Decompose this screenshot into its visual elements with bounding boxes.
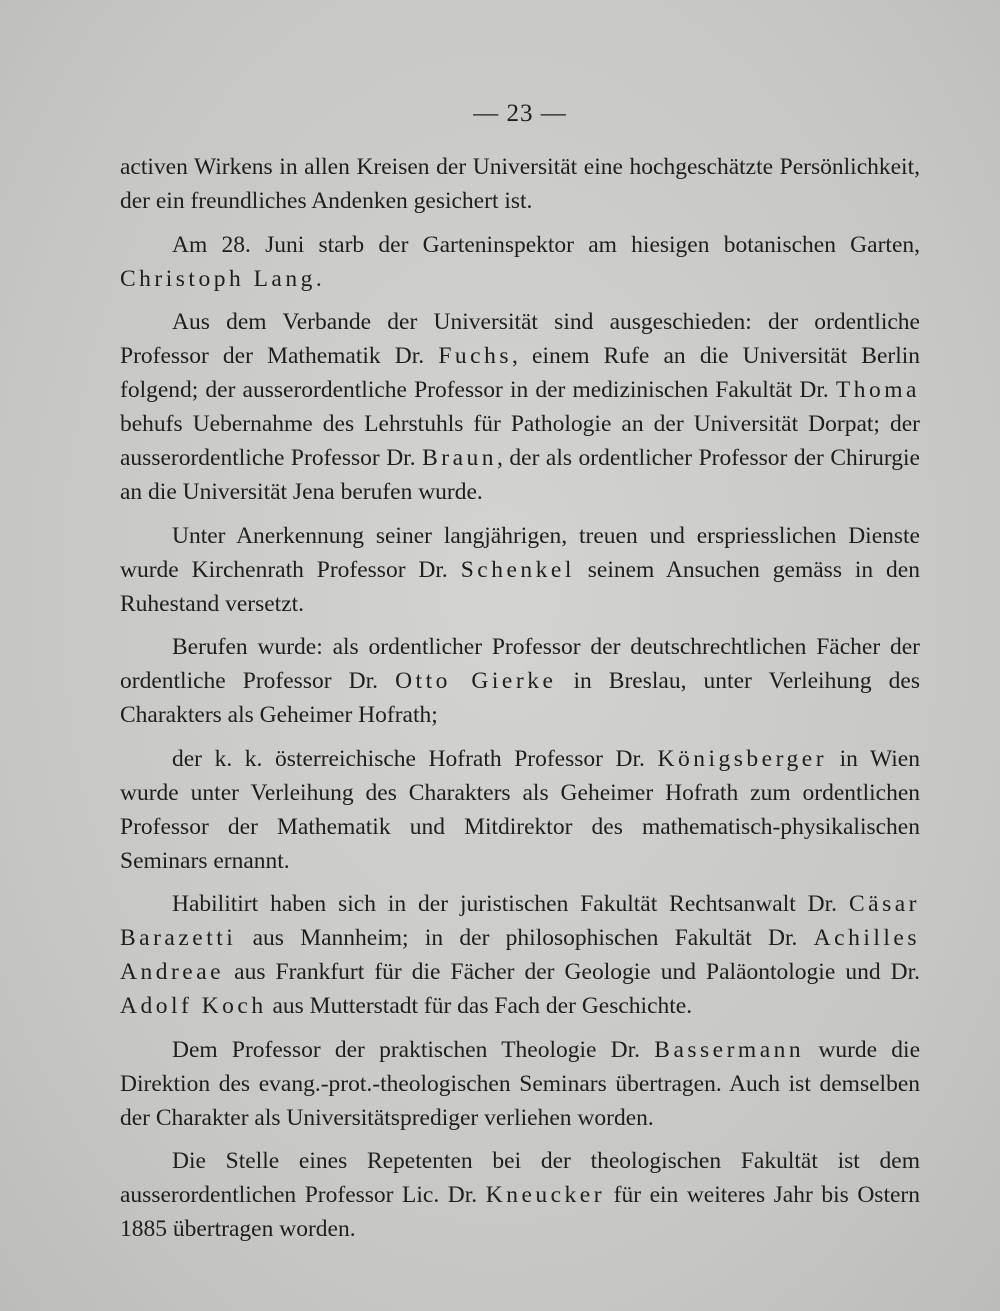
paragraph xyxy=(120,887,920,1023)
paragraph xyxy=(120,1033,920,1135)
text-run: . xyxy=(315,265,322,292)
spaced-name: Kneucker xyxy=(485,1182,606,1208)
text-run: Unter Anerkennung seiner langjährigen, treuen und erspriesslichen Dienste wurde Kirchenrath Professor Dr. xyxy=(120,522,920,583)
text-run: Die Stelle eines Repetenten bei der theologischen Fakultät ist dem ausserordentlichen Professor Lic. Dr. xyxy=(120,1148,920,1208)
text-run: behufs Uebernahme des Lehrstuhls für Pathologie an der Universität Dorpat; der ausserordentliche Professor Dr. xyxy=(120,411,920,471)
text-run: in Wien wurde unter Verleihung des Charakters als Geheimer Hofrath zum ordentlichen Professor der Mathematik und Mitdirektor des mathematisch-physikalischen Seminars ernannt. xyxy=(120,745,920,874)
text-run: aus Mutterstadt für das Fach der Geschichte. xyxy=(266,993,693,1019)
text-run: Habilitirt haben sich in der juristischen Fakultät Rechtsanwalt Dr. xyxy=(172,891,849,917)
paragraph xyxy=(120,519,920,621)
text-run: Aus dem Verbande der Universität sind ausgeschieden: der ordentliche Professor der Mathematik Dr. xyxy=(120,309,920,369)
paragraph xyxy=(120,150,920,218)
text-run: der k. k. österreichische Hofrath Professor Dr. xyxy=(172,745,658,772)
text-run: wurde die Direktion des evang.-prot.-theologischen Seminars übertragen. Auch ist demselben der Charakter als Universitätsprediger verliehen worden. xyxy=(120,1036,920,1131)
paragraph xyxy=(120,228,920,296)
spaced-name: Bassermann xyxy=(654,1036,805,1063)
text-run: aus Frankfurt für die Fächer der Geologie und Paläontologie und Dr. xyxy=(224,959,920,985)
text-run: in Breslau, unter Verleihung des Charakters als Geheimer Hofrath; xyxy=(120,668,920,728)
text-run: seinem Ansuchen gemäss in den Ruhestand versetzt. xyxy=(120,556,920,617)
paragraph xyxy=(120,305,920,509)
paragraph xyxy=(120,630,920,732)
text-run: Dem Professor der praktischen Theologie Dr. xyxy=(172,1036,655,1063)
spaced-name: Otto Gierke xyxy=(395,668,557,694)
text-run: Am 28. Juni starb der Garteninspektor am hiesigen botanischen Garten, xyxy=(172,231,920,258)
spaced-name: Achilles Andreae xyxy=(120,925,920,985)
text-run: für ein weiteres Jahr bis Ostern 1885 übertragen worden. xyxy=(120,1182,920,1242)
text-run: aus Mannheim; in der philosophischen Fakultät Dr. xyxy=(236,925,814,951)
spaced-name: Thoma xyxy=(835,377,920,403)
paragraph xyxy=(120,1144,920,1246)
text-run: Berufen wurde: als ordentlicher Professor der deutschrechtlichen Fächer der ordentliche Professor Dr. xyxy=(120,634,920,694)
page-number: — 23 — xyxy=(473,100,567,127)
spaced-name: Fuchs xyxy=(438,343,513,369)
spaced-name: Adolf Koch xyxy=(120,993,267,1019)
text-run: activen Wirkens in allen Kreisen der Universität eine hochgeschätzte Persönlichkeit, der ein freundliches Andenken gesichert ist. xyxy=(120,154,920,214)
spaced-name: Christoph Lang xyxy=(120,265,316,292)
spaced-name: Schenkel xyxy=(460,556,575,583)
body-text xyxy=(120,150,920,1256)
text-run: , der als ordentlicher Professor der Chirurgie an die Universität Jena berufen wurde. xyxy=(120,445,920,505)
spaced-name: Königsberger xyxy=(657,745,828,772)
spaced-name: Cäsar Barazetti xyxy=(120,891,920,951)
spaced-name: Braun xyxy=(422,445,498,471)
paragraph xyxy=(120,742,920,878)
text-run: , einem Rufe an die Universität Berlin folgend; der ausserordentliche Professor in der medizinischen Fakultät Dr. xyxy=(120,343,921,403)
